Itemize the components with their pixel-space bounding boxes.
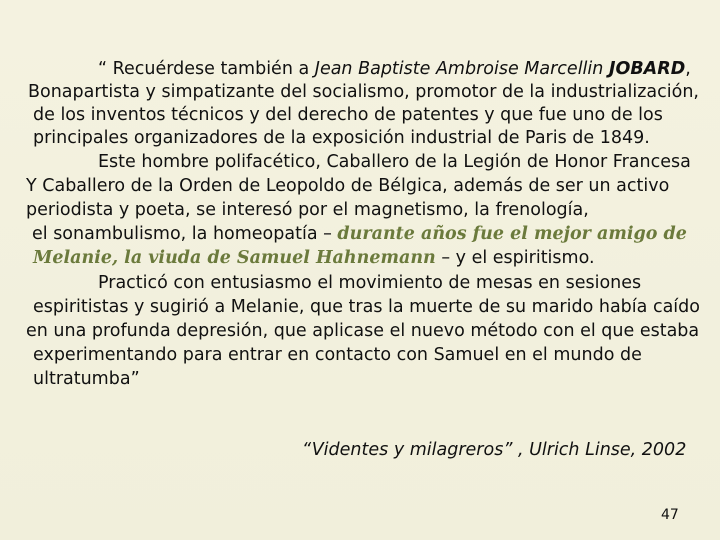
line-text: experimentando para entrar en contacto con Samuel en el mundo de [33,345,642,365]
line-text: Bonapartista y simpatizante del socialismo, promotor de la industrialización, [28,82,699,102]
line-text: el sonambulismo, la homeopatía – [32,224,338,244]
paragraph-3-line-3 [26,320,699,342]
highlighted-melanie-text: Melanie, la viuda de Samuel Hahnemann [33,248,436,268]
line-text: de los inventos técnicos y del derecho de patentes y que fue uno de los [33,105,663,125]
highlighted-friend-text: durante años fue el mejor amigo de [337,224,687,244]
paragraph-1-line-4 [33,127,650,149]
paragraph-3-line-1 [98,272,641,294]
paragraph-3-line-2 [33,296,700,318]
paragraph-2-line-3 [26,199,589,221]
paragraph-3-line-4 [33,344,642,366]
paragraph-1-line-2 [28,81,699,103]
line-text: espiritistas y sugirió a Melanie, que tras la muerte de su marido había caído [33,297,700,317]
paragraph-2-line-2 [26,175,669,197]
line-text: principales organizadores de la exposición industrial de Paris de 1849. [33,128,650,148]
line-text: periodista y poeta, se interesó por el magnetismo, la frenología, [26,200,589,220]
line-text: en una profunda depresión, que aplicase el nuevo método con el que estaba [26,321,700,341]
paragraph-2-line-4 [32,223,687,245]
line-text: Y Caballero de la Orden de Leopoldo de Bélgica, además de ser un activo [26,176,670,196]
line-1-comma: , [685,59,691,79]
jobard-surname: JOBARD [608,59,686,79]
citation: “Videntes y milagreros” , Ulrich Linse, 2002 [302,440,687,460]
quote-open-text: “ Recuérdese también a [98,59,315,79]
page-number: 47 [661,507,679,523]
line-text: – y el espiritismo. [435,248,595,268]
line-text: Este hombre polifacético, Caballero de la Legión de Honor Francesa [98,152,691,172]
paragraph-1-line-3 [33,104,663,126]
line-text: Practicó con entusiasmo el movimiento de mesas en sesiones [98,273,642,293]
paragraph-2-line-5 [33,247,595,269]
line-text: ultratumba” [33,369,140,389]
jobard-name-italic: Jean Baptiste Ambroise Marcellin [314,59,609,79]
paragraph-3-line-5 [33,368,140,390]
paragraph-2-line-1 [98,151,691,173]
paragraph-1-line-1 [98,58,691,80]
